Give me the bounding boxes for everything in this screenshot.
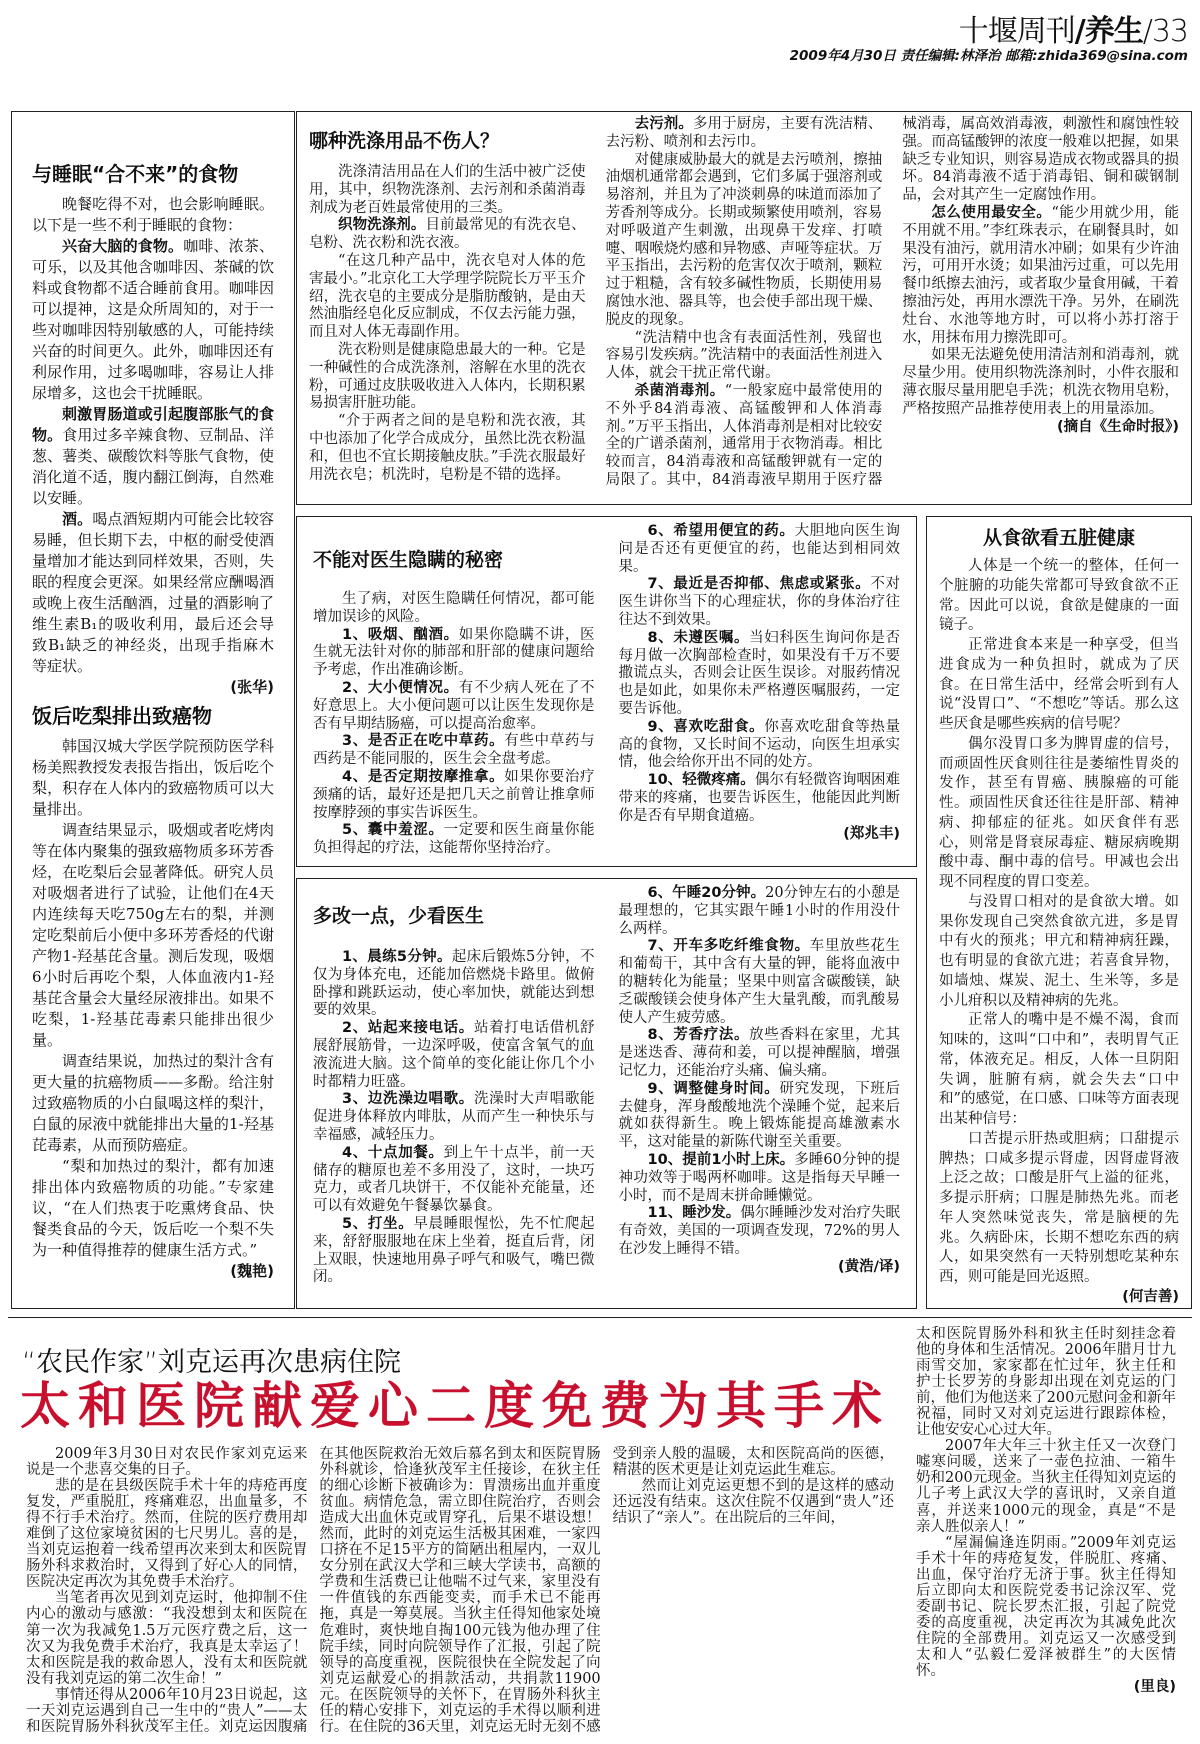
paragraph-lead: 3、是否正在吃中草药。 xyxy=(342,733,505,750)
paragraph xyxy=(32,820,274,1051)
paragraph-lead: 8、芳香疗法。 xyxy=(647,1027,750,1044)
paragraph xyxy=(916,1535,1176,1679)
paragraph xyxy=(313,733,595,769)
paragraph-text: 20分钟左右的小憩是最理想的，它其实跟午睡1小时的作用没什么两样。 xyxy=(618,885,900,937)
paragraph xyxy=(619,576,901,629)
article-author: (黄浩/译) xyxy=(837,1258,900,1275)
paragraph-text: 对健康威胁最大的就是去污喷剂，擦抽油烟机通常都会遇到，它们多属于强溶剂或易溶剂，并且为了冲淡刺鼻的味道而添加了芳香剂等成分。长期或频繁使用喷剂，容易对呼吸道产生刺激，出现鼻干发痒、打喷嚏、咽喉烧灼感和异物感、声哑等症状。万平玉指出，去污粉的危害仅次于喷剂，颗粒过于粗糙，含有较多碱性物质，长期使用易腐蚀水池、器具等，也会使手部出现干燥、脱皮的现象。 xyxy=(605,151,883,328)
paragraph-text: 多睡60分钟的提神功效等于喝两杯咖啡。这是指每天早睡一小时，而不是周末拼命睡懒觉。 xyxy=(618,1151,900,1204)
paragraph xyxy=(313,1216,595,1287)
paragraph-text: 2007年大年三十狄主任又一次登门嘘寒问暖，送来了一壶色拉油、一箱牛奶和200元现金。当狄主任得知刘克运的儿子考上武汉大学的喜讯时，又亲自道喜，并送来1000元的现金，真是“不是亲人胜似亲人！” xyxy=(916,1438,1176,1535)
paragraph-text: 你喜欢吃甜食等热量高的食物，又长时间不运动，向医生坦承实情，他会给你开出不同的处方。 xyxy=(618,718,900,771)
paragraph-lead: 酒。 xyxy=(62,510,93,528)
feature-body-left xyxy=(20,1446,900,1738)
paragraph xyxy=(313,769,595,822)
paragraph xyxy=(313,680,595,733)
article-body xyxy=(309,116,1179,500)
paragraph xyxy=(619,523,901,576)
paragraph-lead: 1、吸烟、酗酒。 xyxy=(342,626,459,643)
paragraph-text: 当笔者再次见到刘克运时，他抑制不住内心的激动与感激：“我没想到太和医院在第一次为我减免1.5万元医疗费之后，这一次又为我免费手术治疗，我真是太幸运了！太和医院是我的救命恩人，没有太和医院就没有我刘克运的第二次生命！” xyxy=(26,1590,308,1687)
paragraph xyxy=(619,772,901,825)
paragraph-text: 有不少病人死在了不好意思上。大小便问题可以让医生发现你是否有早期结肠癌，可以提高治愈率。 xyxy=(313,679,595,732)
paragraph-text: 韩国汉城大学医学院预防医学科杨美熙教授发表报告指出，饭后吃个梨，积存在人体内的致癌物质可以大量排出。 xyxy=(32,737,274,818)
paragraph-text: 站着打电话借机舒展舒展筋骨，一边深呼吸，使富含氧气的血液流进大脑。这个简单的变化能让你几个小时都精力旺盛。 xyxy=(313,1020,595,1090)
paragraph xyxy=(32,194,274,236)
paragraph-text: 当妇科医生询问你是否每月做一次胸部检查时，如果没有千万不要撒谎点头，否则会让医生误诊。对服药情况也是如此，如果你未严格遵医嘱服药，一定要告诉他。 xyxy=(618,629,901,717)
paragraph xyxy=(309,253,586,342)
paragraph xyxy=(619,1205,901,1258)
paragraph-lead: 10、轻微疼痛。 xyxy=(647,772,755,789)
article-body xyxy=(32,736,274,1261)
paragraph xyxy=(939,1130,1179,1288)
dateline: 2009年4月30日 责任编辑:林泽治 邮箱:zhida369@sina.com xyxy=(789,48,1188,64)
paragraph-text: 晚餐吃得不对，也会影响睡眠。以下是一些不利于睡眠的食物： xyxy=(32,195,274,234)
paragraph xyxy=(619,1027,901,1080)
paragraph-lead: 2、大小便情况。 xyxy=(342,679,459,696)
paragraph xyxy=(313,627,595,680)
paragraph-text: 大胆地向医生询问是否还有更便宜的药，也能达到相同效果。 xyxy=(618,523,900,575)
article-box-appetite xyxy=(926,516,1192,1309)
paragraph-lead: 3、边洗澡边唱歌。 xyxy=(342,1091,474,1108)
paragraph-lead: 9、喜欢吃甜食。 xyxy=(647,718,765,735)
paragraph xyxy=(613,1478,894,1526)
article-box-detergent xyxy=(296,111,1192,505)
paragraph xyxy=(313,591,595,627)
paragraph-text: 洗衣粉则是健康隐患最大的一种。它是一种碱性的合成洗涤剂，溶解在水里的洗衣粉，可通过皮肤吸收进入人体内，长期积累易损害肝脏功能。 xyxy=(309,341,586,412)
paragraph xyxy=(939,735,1179,893)
paragraph-text: 偶尔睡睡沙发对治疗失眠有奇效，美国的一项调查发现，72%的男人在沙发上睡得不错。 xyxy=(618,1205,900,1257)
article-kicker: “农民作家”刘克运再次患病住院 xyxy=(22,1347,401,1378)
paragraph-text: 悲的是在县级医院手术十年的痔疮再度复发，严重脱肛，疼痛难忍，出血量多，不得不行手术治疗。然而，住院的医疗费用却难倒了这位家境贫困的七尺男儿。喜的是，当刘克运抱着一线希望再次来到太和医院胃肠外科求救治时，又得到了好心人的同情，医院决定再次为其免费手术治疗。 xyxy=(26,1478,308,1591)
feature-article xyxy=(8,1317,1192,1740)
paragraph-text: 车里放些花生和葡萄干，其中含有大量的钾，能将血液中的糖转化为能量；坚果中则富含碳酸镁，缺乏碳酸镁会使身体产生大量乳酸，而乳酸易使人产生疲劳感。 xyxy=(618,938,901,1026)
paragraph-text: 口苦提示肝热或胆病；口甜提示脾热；口咸多提示肾虚，因肾虚肾液上泛之故；口酸是肝气上溢的征兆，多提示肝病；口腥是肺热先兆。而老年人突然味觉丧失，常是脑梗的先兆。久病卧床，长期不想吃东西的病人，如果突然有一天特别想吃某种东西，则可能是回光返照。 xyxy=(939,1130,1179,1285)
paragraph-text: 放些香料在家里，尤其是迷迭香、薄荷和姜，可以提神醒脑，增强记忆力，还能治疗头痛、偏头痛。 xyxy=(618,1027,901,1079)
article-title: 哪种洗涤用品不伤人？ xyxy=(309,130,500,152)
paragraph xyxy=(939,1011,1179,1130)
article-columns xyxy=(910,1326,1182,1738)
paragraph-lead: 去污剂。 xyxy=(634,116,693,132)
paragraph-text: 如果你隐瞒不讲，医生就无法针对你的肺部和肝部的健康问题给予考虑，作出准确诊断。 xyxy=(313,626,595,679)
separator: / xyxy=(1074,14,1085,49)
paragraph-text: “屋漏偏逢连阴雨。”2009年刘克运手术十年的痔疮复发，伴脱肛、疼痛、出血，保守治疗无济于事。狄主任得知后立即向太和医院党委书记涂汉军、党委副书记、院长罗杰汇报，引起了院党委的高度重视，决定再次为其减免此次住院的全部费用。刘克运又一次感受到太和人“弘毅仁爱泽被群生”的大医情怀。 xyxy=(916,1534,1176,1679)
paragraph xyxy=(32,236,274,404)
paragraph xyxy=(309,217,586,253)
paragraph-lead: 6、午睡20分钟。 xyxy=(647,885,766,901)
paragraph xyxy=(309,413,586,484)
paragraph xyxy=(32,509,274,677)
paragraph xyxy=(309,164,586,217)
article-columns xyxy=(297,517,916,866)
paragraph-text: 调查结果说，加热过的梨汁含有更大量的抗癌物质——多酚。给注射过致癌物质的小白鼠喝这样的梨汁，白鼠的尿液中就能排出大量的1-羟基芘毒素，从而预防癌症。 xyxy=(32,1052,274,1154)
paragraph xyxy=(313,1020,595,1091)
paragraph-lead: 7、最近是否抑郁、焦虑或紧张。 xyxy=(647,576,871,593)
paragraph xyxy=(902,347,1179,418)
paragraph-text: 起床后锻炼5分钟，不仅为身体充电，还能加倍燃烧卡路里。做俯卧撑和跳跃运动，使心率加快，就能达到想要的效果。 xyxy=(313,949,595,1019)
article-body xyxy=(313,523,900,860)
paragraph xyxy=(313,1091,595,1144)
paragraph-text: 一定要和医生商量你能负担得起的疗法，这能帮你坚持治疗。 xyxy=(313,822,595,857)
paragraph-lead: 杀菌消毒剂。 xyxy=(634,382,725,399)
paragraph-lead: 5、打坐。 xyxy=(342,1215,414,1232)
paragraph-text: 洗澡时大声唱歌能促进身体释放内啡肽，从而产生一种快乐与幸福感，减轻压力。 xyxy=(313,1091,595,1143)
paragraph xyxy=(313,822,595,858)
paragraph xyxy=(939,636,1179,735)
paragraph-lead: 11、睡沙发。 xyxy=(647,1205,741,1222)
paragraph xyxy=(606,152,883,330)
paragraph-text: 调查结果显示，吸烟或者吃烤肉等在体内聚集的强致癌物质多环芳香烃，在吃梨后会显著降低。研究人员对吸烟者进行了试验，让他们在4天内连续每天吃750g左右的梨，并测定吃梨前后小便中多环芳香烃的代谢产物1-羟基芘含量。测后发现，吸烟6小时后再吃个梨，人体血液内1-羟基芘含量会大量经尿液排出。如果不吃梨，1-羟基芘毒素只能排出很少量。 xyxy=(32,821,274,1049)
paragraph-text: 喝点酒短期内可能会比较容易睡，但长期下去，中枢的耐受使酒量增加才能达到同样效果，否则，失眠的程度会更深。如果经常应酬喝酒或晚上夜生活酗酒，过量的酒影响了维生素B₁的吸收利用，最后还会导致B₁缺乏的神经炎，出现手指麻木等症状。 xyxy=(32,510,274,675)
paragraph-text: 有些中草药与西药是不能同服的，医生会全盘考虑。 xyxy=(313,733,595,768)
paragraph xyxy=(619,885,901,938)
article-body xyxy=(916,1326,1176,1679)
article-body xyxy=(939,557,1179,1288)
paragraph xyxy=(26,1478,307,1590)
article-author: (魏艳) xyxy=(230,1262,274,1280)
paragraph-text: 正常进食本来是一种享受，但当进食成为一种负担时，就成为了厌食。在日常生活中，经常会听到有人说“没胃口”、“不想吃”等话。那么这些厌食是哪些疾病的信号呢？ xyxy=(939,637,1179,732)
paragraph-text: 如果无法避免使用清洁剂和消毒剂，就尽量少用。使用织物洗涤剂时，小件衣服和薄衣服尽量用肥皂手洗；机洗衣物用皂粉，严格按照产品推荐使用表上的用量添加。 xyxy=(902,347,1179,417)
paragraph xyxy=(32,1156,274,1261)
paragraph-text: 到上午十点半，前一天储存的糖原也差不多用没了，这时，一块巧克力，或者几块饼干，不仅能补充能量，还可以有效避免午餐暴饮暴食。 xyxy=(313,1144,595,1215)
paragraph-text: “能少用就少用，能不用就不用。”李红珠表示，在刷餐具时，如果没有油污，就用清水冲刷；如果有少许油污，可用开水烫；如果油污过重，可以先用餐巾纸擦去油污，或者取少量食用碱，干着擦油污处，再用水漂洗干净。另外，在刷洗灶台、水池等地方时，可以将小苏打溶于水，用抹布用力擦洗即可。 xyxy=(902,204,1179,346)
paragraph-lead: 4、十点加餐。 xyxy=(342,1144,444,1161)
article-body xyxy=(32,194,274,677)
paragraph xyxy=(902,205,1179,347)
paragraph-text: 与没胃口相对的是食欲大增。如果你发现自己突然食欲亢进，多是胃中有火的预兆；甲亢和精神病狂躁，也有明显的食欲亢进；若喜食异物，如墙烛、煤炭、泥土、生米等，多是小儿疳积以及精神病的先兆。 xyxy=(939,893,1179,1009)
paragraph xyxy=(916,1326,1176,1438)
article-columns xyxy=(297,879,916,1308)
paragraph-lead: 2、站起来接电话。 xyxy=(342,1020,474,1037)
paragraph xyxy=(939,557,1179,636)
paragraph xyxy=(606,116,883,152)
paragraph xyxy=(26,1446,307,1478)
paragraph xyxy=(313,949,595,1020)
article-box-left xyxy=(11,111,295,1309)
paragraph-text: 如果你要治疗颈痛的话，最好还是把几天之前曾让推拿师按摩脖颈的事实告诉医生。 xyxy=(313,768,595,821)
article-box-habits xyxy=(296,878,917,1309)
article-body xyxy=(26,1446,894,1736)
paragraph-lead: 4、是否定期按摩推拿。 xyxy=(342,768,505,785)
article-columns xyxy=(20,1446,900,1738)
paragraph-text: “洗洁精中也含有表面活性剂，残留也容易引发疾病。”洗洁精中的表面活性剂进入人体，就会干扰正常代谢。 xyxy=(605,329,883,382)
left-column xyxy=(12,112,294,1308)
article-author: (张华) xyxy=(230,678,274,696)
paragraph-text: 人体是一个统一的整体，任何一个脏腑的功能失常都可导致食欲不正常。因此可以说，食欲是健康的一面镜子。 xyxy=(939,558,1179,634)
paragraph-text: 不对医生讲你当下的心理症状，你的身体治疗往往达不到效果。 xyxy=(618,576,900,628)
paragraph xyxy=(619,938,901,1027)
article-author: (郑兆丰) xyxy=(843,825,900,842)
feature-body-right xyxy=(910,1326,1182,1738)
paragraph xyxy=(619,1152,901,1205)
paragraph-text: 早晨睡眼惺忪，先不忙爬起来，舒舒服服地在床上坐着，挺直后背，闭上双眼，快速地用鼻子呼气和吸气，嘴巴微闭。 xyxy=(313,1215,595,1286)
paragraph-lead: 10、提前1小时上床。 xyxy=(647,1151,795,1168)
paragraph-text: “介于两者之间的是皂粉和洗衣液，其中也添加了化学合成成分，虽然比洗衣粉温和，但也不宜长期接触皮肤。”手洗衣服最好用洗衣皂；机洗时，皂粉是不错的选择。 xyxy=(309,413,586,483)
paragraph-lead: 8、未遵医嘱。 xyxy=(647,629,750,646)
article-box-doctor-secrets xyxy=(296,516,917,867)
paragraph-text: 事情还得从2006年10月23日说起，这一天刘克运遇到自己一生中的“贵人”——太和医院胃肠外科狄茂军主任。刘克运因腹痛在其他医院救治无效后慕名到太和医院胃肠外科就诊，恰逢狄茂军主任接诊，在狄主任的细心诊断下被确诊为：胃溃疡出血并重度贫血。病情危急，需立即住院治疗，否则会造成大出血休克或胃穿孔，后果不堪设想！然而，此时的刘克运生活极其困难，一家四口挤在不足15平方的简陋出租屋内，一双儿女分别在武汉大学和三峡大学读书，高额的学费和生活费已让他喘不过气来，家里没有一件值钱的东西能变卖，而手术已不能再拖，真是一筹莫展。当狄主任得知他家处境危难时，爽快地自掏100元钱为他办理了住院手续，同时向院领导作了汇报，引起了院领导的高度重视，医院很快在全院发起了向刘克运献爱心的捐款活动，共捐款11900元。在医院领导的关怀下，在胃肠外科狄主任的精心安排下，刘克运的手术得以顺利进行。在住院的36天里，刘克运无时无刻不感受到亲人般的温暖，太和医院高尚的医德，精湛的医术更是让刘克运此生难忘。 xyxy=(26,1446,894,1735)
paragraph-lead: 刺激胃肠道或引起腹部胀气的食物。 xyxy=(32,405,274,444)
paragraph xyxy=(619,630,901,719)
article-author: (何吉善) xyxy=(1122,1288,1179,1305)
paper-name: 十堰周刊 xyxy=(958,14,1075,49)
paragraph-text: “梨和加热过的梨汁，都有加速排出体内致癌物质的功能。”专家建议，“在人们热衷于吃熏烤食品、快餐类食品的今天，饭后吃一个梨不失为一种值得推荐的健康生活方式。” xyxy=(32,1157,274,1259)
paragraph-text: 偶尔没胃口多为脾胃虚的信号，而顽固性厌食则往往是萎缩性胃炎的发作，甚至有胃癌、胰腺癌的可能性。顽固性厌食还往往是肝部、精神病、抑郁症的征兆。如厌食伴有恶心，则常是肾衰尿毒症、糖尿病晚期酸中毒、酮中毒的信号。甲减也会出现不同程度的胃口变差。 xyxy=(939,735,1179,890)
paragraph-text: 生了病，对医生隐瞒任何情况，都可能增加误诊的风险。 xyxy=(313,591,595,625)
paragraph xyxy=(309,342,586,413)
article-author: (里良) xyxy=(1133,1679,1176,1696)
paragraph-text: “一般家庭中最常使用的不外乎84消毒液、高锰酸钾和人体消毒剂。”万平玉指出，人体消毒剂是相对比较安全的广谱杀菌剂，通常用于衣物消毒。相比较而言，84消毒液和高锰酸钾就有一定的局限了。其中，84消毒液早期用于医疗器械消毒，属高效消毒液，刺激性和腐蚀性较强。而高锰酸钾的浓度一般难以把握，如果缺乏专业知识，则容易造成衣物或器具的损坏。84消毒液不适于消毒铝、铜和碳钢制品，会对其产生一定腐蚀作用。 xyxy=(605,116,1179,488)
article-title: 与睡眠“合不来”的食物 xyxy=(32,162,239,186)
article-title: 从食欲看五脏健康 xyxy=(982,527,1135,549)
separator: / xyxy=(1142,14,1152,49)
paragraph xyxy=(26,1590,307,1686)
paragraph-lead: 7、开车多吃纤维食物。 xyxy=(647,938,810,955)
paragraph-lead: 怎么使用最安全。 xyxy=(931,204,1052,221)
article-author: (摘自《生命时报》) xyxy=(1056,418,1179,435)
paragraph-text: 研究发现，下班后去健身，浑身酸酸地洗个澡睡个觉，起来后就如获得新生。晚上锻炼能提高雄激素水平，这对能量的新陈代谢至关重要。 xyxy=(618,1080,901,1151)
article-headline: 太和医院献爱心二度免费为其手术 xyxy=(20,1376,890,1435)
paragraph-text: 目前最常见的有洗衣皂、皂粉、洗衣粉和洗衣液。 xyxy=(309,217,586,252)
page-number: 33 xyxy=(1151,14,1188,49)
paragraph xyxy=(619,1081,901,1152)
paragraph-lead: 9、调整健身时间。 xyxy=(647,1080,780,1097)
article-columns xyxy=(297,112,1191,504)
paragraph-text: 太和医院胃肠外科和狄主任时刻挂念着他的身体和生活情况。2006年腊月廿九雨雪交加，家家都在忙过年，狄主任和护士长罗芳的身影却出现在刘克运的门前，他们为他送来了200元慰问金和新年祝福，同时又对刘克运进行跟踪体检，让他安安心心过大年。 xyxy=(916,1326,1176,1439)
paragraph xyxy=(32,1051,274,1156)
article-body xyxy=(313,885,900,1302)
paragraph-text: 多用于厨房，主要有洗洁精、去污粉、喷剂和去污巾。 xyxy=(605,116,883,150)
paragraph xyxy=(313,1145,595,1216)
paragraph xyxy=(606,330,883,383)
article-columns xyxy=(927,517,1191,1308)
section-name: 养生 xyxy=(1084,14,1143,49)
paragraph-lead: 1、晨练5分钟。 xyxy=(342,949,452,965)
paragraph-text: 食用过多辛辣食物、豆制品、洋葱、薯类、碳酸饮料等胀气食物，使消化道不适，腹内翻江倒海，自然难以安睡。 xyxy=(32,426,274,507)
article-title: 多改一点，少看医生 xyxy=(313,905,485,927)
article-title: 不能对医生隐瞒的秘密 xyxy=(313,549,504,571)
paragraph-text: 正常人的嘴中是不燥不渴，食而知味的，这叫“口中和”，表明胃气正常，体液充足。相反，人体一旦阴阳失调，脏腑有病，就会失去“口中和”的感觉，在口感、口味等方面表现出某种信号： xyxy=(939,1012,1179,1127)
paragraph-lead: 5、囊中羞涩。 xyxy=(342,822,444,839)
paragraph-text: 然而让刘克运更想不到的是这样的感动还远没有结束。这次住院不仅遇到“贵人”还结识了“亲人”。在出院后的三年间， xyxy=(612,1478,894,1527)
paragraph xyxy=(939,893,1179,1012)
paragraph-lead: 兴奋大脑的食物。 xyxy=(62,237,184,255)
paragraph-text: 2009年3月30日对农民作家刘克运来说是一个悲喜交集的日子。 xyxy=(26,1446,308,1479)
article-title: 饭后吃梨排出致癌物 xyxy=(32,704,212,728)
paragraph-lead: 6、希望用便宜的药。 xyxy=(647,523,795,539)
paragraph-text: 咖啡、浓茶、可乐，以及其他含咖啡因、茶碱的饮料或食物都不适合睡前食用。咖啡因可以提神，这是众所周知的，对于一些对咖啡因特别敏感的人，可能持续兴奋的时间更久。此外，咖啡因还有利尿作用，过多喝咖啡，容易让人排尿增多，这也会干扰睡眠。 xyxy=(32,237,274,402)
paragraph xyxy=(619,719,901,772)
paragraph xyxy=(916,1438,1176,1534)
paragraph-text: 洗涤清洁用品在人们的生活中被广泛使用，其中，织物洗涤剂、去污剂和杀菌消毒剂成为老百姓最常使用的三类。 xyxy=(309,164,586,216)
paragraph xyxy=(32,736,274,820)
paragraph xyxy=(32,404,274,509)
paragraph-text: “在这几种产品中，洗衣皂对人体的危害最小。”北京化工大学理学院院长万平玉介绍，洗衣皂的主要成分是脂肪酸钠，是由天然油脂经皂化反应制成，不仅去污能力强，而且对人体无毒副作用。 xyxy=(309,252,586,341)
paragraph-lead: 织物洗涤剂。 xyxy=(338,217,426,234)
paragraph-text: 偶尔有轻微咨询咽困难带来的疼痛，也要告诉医生，他能因此判断你是否有早期食道癌。 xyxy=(618,772,901,824)
